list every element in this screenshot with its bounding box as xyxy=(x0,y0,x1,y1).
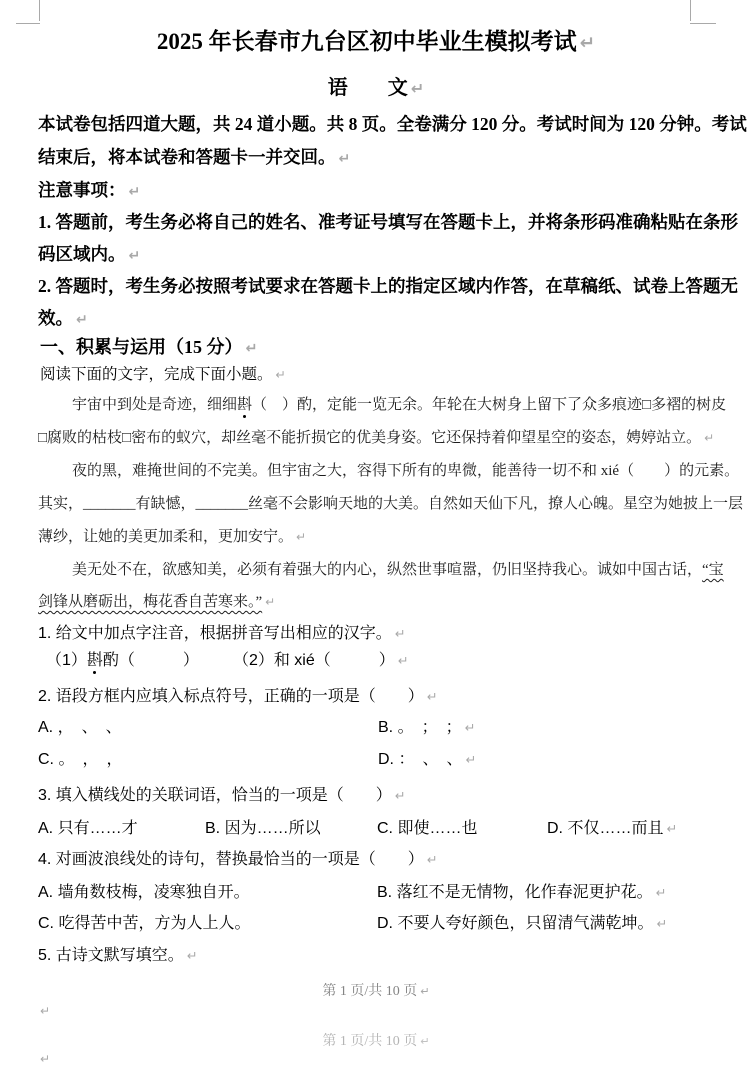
crop-mark-top-left-horizontal xyxy=(16,23,40,24)
paragraph-mark-icon: ↵ xyxy=(464,721,476,736)
passage-p3-line-2 xyxy=(38,593,275,612)
reading-instruction: 阅读下面的文字，完成下面小题。 ↵ xyxy=(40,366,286,383)
notice-1-line-2: 码区域内。 ↵ xyxy=(38,244,141,264)
paragraph-mark-icon: ↵ xyxy=(186,949,198,964)
question-2-option-c: C. 。 ， ， xyxy=(38,751,123,768)
question-2-option-a: A. ， 、 、 xyxy=(38,719,122,736)
section-1-heading: 一、积累与运用（15 分） ↵ xyxy=(40,337,258,357)
paragraph-mark-icon: ↵ xyxy=(579,33,596,54)
paragraph-mark-icon: ↵ xyxy=(394,627,406,642)
question-3-stem: 3. 填入横线处的关联词语，恰当的一项是（ ） ↵ xyxy=(38,787,406,804)
passage-p1-line-2: □腐败的枯枝□密布的蚁穴，却丝毫不能折损它的优美身姿。它还保持着仰望星空的姿态，娉婷站立。 ↵ xyxy=(38,430,715,446)
exam-title: 2025 年长春市九台区初中毕业生模拟考试 ↵ xyxy=(156,29,596,54)
paragraph-mark-icon: ↵ xyxy=(704,431,715,445)
paragraph-mark-icon: ↵ xyxy=(666,822,678,837)
crop-mark-top-right-vertical xyxy=(690,0,691,21)
emphasized-char: 斟 xyxy=(86,652,103,669)
question-1-parts: （1）斟酌（ ） （2）和 xié（ ） ↵ xyxy=(46,652,409,669)
question-2-option-b: B. 。 ； ； ↵ xyxy=(378,719,476,736)
paragraph-mark-icon: ↵ xyxy=(40,1004,51,1018)
paragraph-mark-icon: ↵ xyxy=(128,248,141,264)
paragraph-mark-icon: ↵ xyxy=(275,367,286,382)
paragraph-mark-icon: ↵ xyxy=(338,151,351,167)
page-footer-1: 第 1 页/共 10 页 ↵ xyxy=(322,984,430,999)
paragraph-mark-icon: ↵ xyxy=(265,595,276,609)
paragraph-mark-icon: ↵ xyxy=(656,917,668,932)
intro-line-2: 结束后，将本试卷和答题卡一并交回。 ↵ xyxy=(38,147,351,167)
passage-p1-line-1: 宇宙中到处是奇迹，细细斟（ ）酌，定能一览无余。年轮在大树身上留下了众多痕迹□多褶的树皮 xyxy=(72,397,727,413)
page-footer-2: 第 1 页/共 10 页 ↵ xyxy=(322,1034,430,1049)
notice-1-line-1: 1. 答题前，考生务必将自己的姓名、准考证号填写在答题卡上，并将条形码准确粘贴在条形 xyxy=(38,212,738,232)
question-4-stem: 4. 对画波浪线处的诗句，替换最恰当的一项是（ ） ↵ xyxy=(38,851,438,868)
question-3-option-b: B. 因为……所以 xyxy=(205,820,321,837)
paragraph-mark-icon: ↵ xyxy=(410,79,425,98)
question-2-option-d: D. ： 、 、 ↵ xyxy=(378,751,477,768)
question-1-stem: 1. 给文中加点字注音，根据拼音写出相应的汉字。 ↵ xyxy=(38,625,406,642)
notice-heading: 注意事项： ↵ xyxy=(38,180,141,200)
question-3-option-a: A. 只有……才 xyxy=(38,820,138,837)
question-5-stem: 5. 古诗文默写填空。 ↵ xyxy=(38,947,198,964)
paragraph-mark-icon: ↵ xyxy=(40,1052,51,1066)
crop-mark-top-left-vertical xyxy=(39,0,40,21)
question-4-option-b: B. 落红不是无情物，化作春泥更护花。 ↵ xyxy=(377,884,667,901)
passage-p2-line-1: 夜的黑，难掩世间的不完美。但宇宙之大，容得下所有的卑微，能善待一切不和 xié（ ）的元素。 xyxy=(72,463,740,479)
paragraph-mark-icon: ↵ xyxy=(394,789,406,804)
notice-2-line-2: 效。 ↵ xyxy=(38,308,88,328)
intro-line-1: 本试卷包括四道大题，共 24 道小题。共 8 页。全卷满分 120 分。考试时间为 120 分钟。考试 xyxy=(38,114,747,134)
wavy-underlined-text: “宝 xyxy=(702,562,724,578)
paragraph-mark-icon: ↵ xyxy=(128,184,141,200)
passage-p2-line-2: 其实，_______有缺憾，_______丝毫不会影响天地的大美。自然如天仙下凡，撩人心魄。星空为她披上一层 xyxy=(38,496,744,512)
passage-p3-line-1: 美无处不在，欲感知美，必须有着强大的内心，纵然世事喧嚣，仍旧坚持我心。诚如中国古话，“宝 xyxy=(72,562,724,578)
crop-mark-top-right-horizontal xyxy=(690,23,716,24)
paragraph-mark-icon: ↵ xyxy=(420,985,430,998)
question-2-stem: 2. 语段方框内应填入标点符号，正确的一项是（ ） ↵ xyxy=(38,688,438,705)
emphasized-char: 斟 xyxy=(237,397,253,413)
subject-title: 语 文 ↵ xyxy=(327,77,425,99)
paragraph-mark-icon: ↵ xyxy=(296,530,307,544)
paragraph-mark-icon: ↵ xyxy=(426,853,438,868)
paragraph-mark-icon: ↵ xyxy=(655,886,667,901)
question-3-option-d: D. 不仅……而且 ↵ xyxy=(547,820,678,837)
passage-p2-line-3: 薄纱，让她的美更加柔和，更加安宁。 ↵ xyxy=(38,529,307,545)
paragraph-mark-icon: ↵ xyxy=(465,753,477,768)
paragraph-mark-icon: ↵ xyxy=(420,1035,430,1048)
paragraph-mark-icon: ↵ xyxy=(76,312,88,328)
question-4-option-d: D. 不要人夸好颜色，只留清气满乾坤。 ↵ xyxy=(377,915,668,932)
question-4-option-c: C. 吃得苦中苦，方为人上人。 xyxy=(38,915,251,932)
question-3-option-c: C. 即使……也 xyxy=(377,820,478,837)
paragraph-mark-icon: ↵ xyxy=(426,690,438,705)
paragraph-mark-icon: ↵ xyxy=(245,341,258,357)
paragraph-mark-icon: ↵ xyxy=(397,654,409,669)
question-4-option-a: A. 墙角数枝梅，凌寒独自开。 xyxy=(38,884,250,901)
wavy-underlined-text: 剑锋从磨砺出，梅花香自苦寒来。” xyxy=(38,594,263,610)
notice-2-line-1: 2. 答题时，考生务必按照考试要求在答题卡上的指定区域内作答，在草稿纸、试卷上答题无 xyxy=(38,276,738,296)
question-1-part-2: （2）和 xié（ ） xyxy=(240,652,395,669)
